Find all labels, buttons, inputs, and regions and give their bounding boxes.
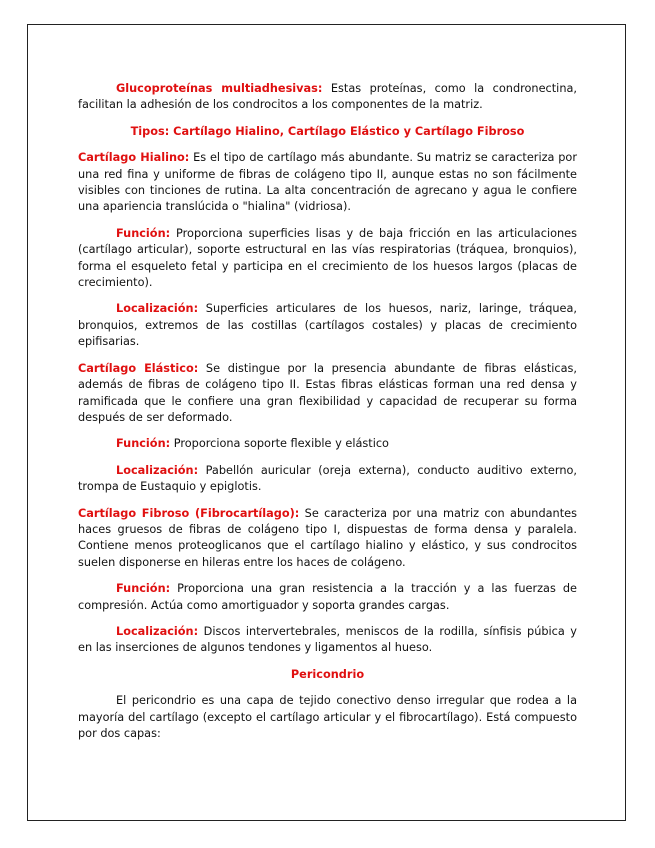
term-localizacion: Localización: — [116, 624, 199, 638]
paragraph-hialino — [78, 150, 577, 216]
term-elastico: Cartílago Elástico: — [78, 361, 199, 375]
paragraph-elastico-localizacion — [78, 463, 577, 496]
document-page — [27, 24, 626, 821]
term-localizacion: Localización: — [116, 302, 199, 316]
paragraph-hialino-funcion — [78, 226, 577, 292]
paragraph-pericondrio: El pericondrio es una capa de tejido conectivo denso irregular que rodea a la mayoría del cartílago (excepto el cartílago articular y el fibrocartílago). Está compuesto por dos capas: — [78, 694, 577, 740]
term-localizacion: Localización: — [116, 463, 199, 477]
text-elastico: Se distingue por la presencia abundante de fibras elásticas, además de fibras de colágeno tipo II. Estas fibras elásticas forman una red densa y ramificada que le confiere una gran flexibilidad y capacidad de recuperar su forma después de ser deformado. — [78, 361, 578, 424]
paragraph-fibroso-localizacion — [78, 624, 577, 657]
term-funcion: Función: — [116, 437, 171, 451]
text-elastico-localizacion: Pabellón auricular (oreja externa), conducto auditivo externo, trompa de Eustaquio y epiglotis. — [78, 463, 577, 494]
paragraph-elastico — [78, 361, 577, 427]
term-hialino: Cartílago Hialino: — [78, 151, 190, 165]
paragraph-hialino-localizacion — [78, 301, 577, 350]
paragraph-fibroso-funcion — [78, 581, 577, 614]
heading-tipos: Tipos: Cartílago Hialino, Cartílago Elástico y Cartílago Fibroso — [130, 124, 525, 138]
text-elastico-funcion: Proporciona soporte flexible y elástico — [170, 437, 389, 451]
text-glucoproteinas: Estas proteínas, como la condronectina, facilitan la adhesión de los condrocitos a los componentes de la matriz. — [78, 82, 577, 112]
text-fibroso-funcion: Proporciona una gran resistencia a la tracción y a las fuerzas de compresión. Actúa como amortiguador y soporta grandes cargas. — [78, 582, 577, 612]
text-hialino-funcion: Proporciona superficies lisas y de baja fricción en las articulaciones (cartílago articular), soporte estructural en las vías respiratorias (tráquea, bronquios), forma el esqueleto fetal y participa en el crecimiento de los huesos largos (placas de crecimiento). — [78, 226, 577, 290]
text-fibroso-localizacion: Discos intervertebrales, meniscos de la rodilla, sínfisis púbica y en las inserciones de algunos tendones y ligamentos al hueso. — [78, 624, 577, 655]
heading-pericondrio: Pericondrio — [290, 667, 365, 681]
document-body — [78, 81, 577, 752]
term-glucoproteinas: Glucoproteínas multiadhesivas: — [116, 82, 323, 95]
paragraph-fibroso — [78, 506, 577, 572]
term-fibroso: Cartílago Fibroso (Fibrocartílago): — [78, 506, 300, 520]
paragraph-glucoproteinas — [78, 81, 577, 114]
text-hialino-localizacion: Superficies articulares de los huesos, nariz, laringe, tráquea, bronquios, extremos de las costillas (cartílagos costales) y placas de crecimiento epifisarias. — [78, 302, 577, 349]
paragraph-elastico-funcion — [78, 436, 577, 452]
term-funcion: Función: — [116, 226, 171, 240]
term-funcion: Función: — [116, 582, 171, 596]
text-hialino: Es el tipo de cartílago más abundante. Su matriz se caracteriza por una red fina y uniforme de fibras de colágeno tipo II, aunque estas no son fácilmente visibles con tinciones de rutina. La alta concentración de agrecano y agua le confiere una apariencia translúcida o "hialina" (vidriosa). — [78, 151, 577, 214]
text-fibroso: Se caracteriza por una matriz con abundantes haces gruesos de fibras de colágeno tipo I, dispuestas de forma densa y paralela. Contiene menos proteoglicanos que el cartílago hialino y elástico, y sus condrocitos suelen disponerse en hileras entre los haces de colágeno. — [78, 506, 577, 569]
